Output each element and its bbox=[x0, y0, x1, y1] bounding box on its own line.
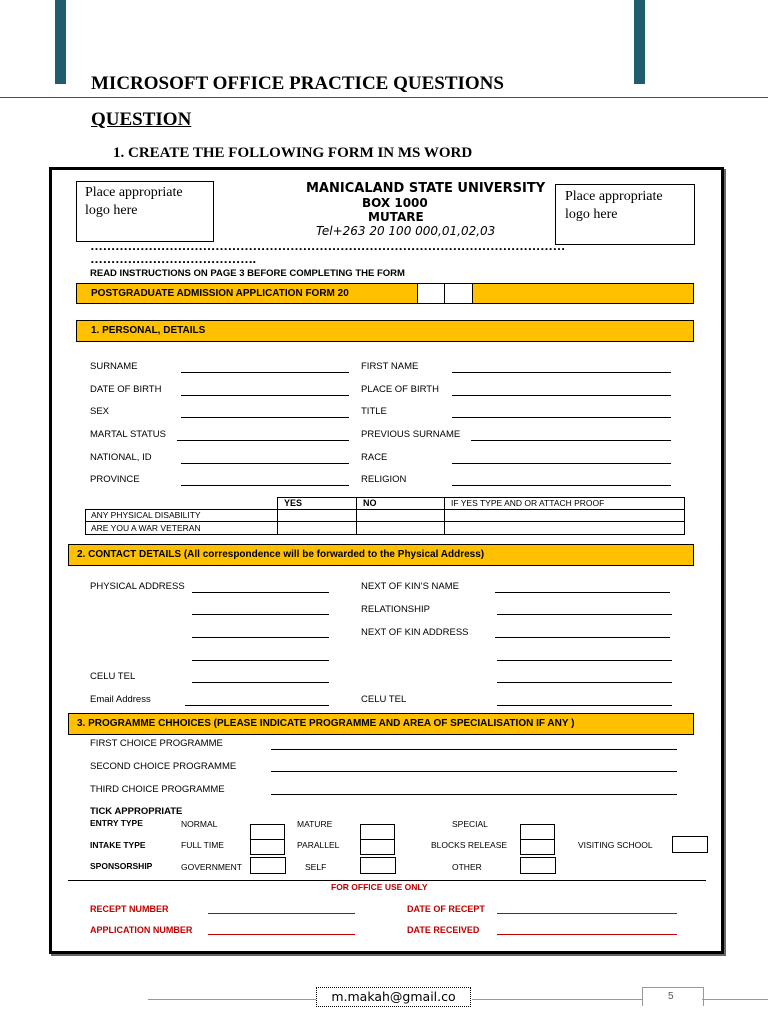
field-next-of-kin-name[interactable] bbox=[495, 592, 670, 593]
logo-placeholder-right bbox=[555, 184, 695, 245]
yn-veteran-yes[interactable] bbox=[277, 521, 357, 535]
label-special: SPECIAL bbox=[452, 819, 488, 829]
field-physical-address-2[interactable] bbox=[192, 614, 329, 615]
label-recept-number: RECEPT NUMBER bbox=[90, 904, 169, 914]
office-use-heading: FOR OFFICE USE ONLY bbox=[331, 882, 428, 892]
header-rule bbox=[0, 97, 768, 98]
section-programme-choices bbox=[68, 713, 694, 735]
yn-row-veteran bbox=[85, 521, 278, 535]
label-race: RACE bbox=[361, 452, 388, 463]
label-mature: MATURE bbox=[297, 819, 333, 829]
field-physical-address-1[interactable] bbox=[192, 592, 329, 593]
year-box-2[interactable] bbox=[444, 283, 473, 304]
label-first-choice: FIRST CHOICE PROGRAMME bbox=[90, 738, 223, 749]
footer-rule-left bbox=[148, 999, 316, 1000]
checkbox-other[interactable] bbox=[520, 857, 556, 874]
label-province: PROVINCE bbox=[90, 474, 140, 485]
office-use-divider bbox=[68, 880, 706, 881]
checkbox-government[interactable] bbox=[250, 857, 286, 874]
section3-title: 3. PROGRAMME CHHOICES (PLEASE INDICATE PROGRAMME AND AREA OF SPECIALISATION IF ANY ) bbox=[77, 718, 575, 729]
field-previous-surname[interactable] bbox=[471, 440, 671, 441]
label-application-number: APPLICATION NUMBER bbox=[90, 925, 193, 935]
university-name: MANICALAND STATE UNIVERSITY bbox=[306, 181, 546, 196]
label-relationship: RELATIONSHIP bbox=[361, 604, 430, 615]
label-national-id: NATIONAL, ID bbox=[90, 452, 152, 463]
checkbox-blocks-release[interactable] bbox=[520, 839, 555, 855]
checkbox-full-time[interactable] bbox=[250, 839, 285, 855]
field-celu-tel-right[interactable] bbox=[497, 705, 672, 706]
university-city: MUTARE bbox=[368, 210, 424, 224]
footer-rule-mid bbox=[472, 999, 642, 1000]
tick-appropriate: TICK APPROPRIATE bbox=[90, 806, 183, 817]
section1-title: 1. PERSONAL, DETAILS bbox=[91, 325, 206, 336]
field-first-name[interactable] bbox=[452, 372, 671, 373]
label-first-name: FIRST NAME bbox=[361, 361, 419, 372]
field-place-of-birth[interactable] bbox=[452, 395, 671, 396]
checkbox-self[interactable] bbox=[360, 857, 396, 874]
label-religion: RELIGION bbox=[361, 474, 407, 485]
label-date-of-birth: DATE OF BIRTH bbox=[90, 384, 162, 395]
question-heading: QUESTION bbox=[91, 109, 192, 130]
label-government: GOVERNMENT bbox=[181, 862, 242, 872]
checkbox-normal[interactable] bbox=[250, 824, 285, 840]
field-physical-address-3[interactable] bbox=[192, 637, 329, 638]
yn-header-proof-label: IF YES TYPE AND OR ATTACH PROOF bbox=[451, 498, 605, 508]
field-date-received[interactable] bbox=[497, 934, 677, 935]
label-email-address: Email Address bbox=[90, 694, 151, 705]
footer-rule-right bbox=[702, 999, 768, 1000]
label-visiting-school: VISITING SCHOOL bbox=[578, 840, 653, 850]
label-marital-status: MARTAL STATUS bbox=[90, 429, 167, 440]
logo-placeholder-left bbox=[76, 181, 214, 242]
footer-page-number: 5 bbox=[668, 991, 674, 1002]
field-next-of-kin-address-1[interactable] bbox=[495, 637, 670, 638]
yn-header-no-label: NO bbox=[363, 498, 377, 508]
university-box: BOX 1000 bbox=[362, 196, 428, 210]
label-next-of-kin-address: NEXT OF KIN ADDRESS bbox=[361, 627, 469, 638]
label-other: OTHER bbox=[452, 862, 482, 872]
label-parallel: PARALLEL bbox=[297, 840, 340, 850]
field-next-of-kin-address-3[interactable] bbox=[497, 682, 672, 683]
doc-title: MICROSOFT OFFICE PRACTICE QUESTIONS bbox=[91, 73, 504, 94]
field-race[interactable] bbox=[452, 463, 671, 464]
checkbox-visiting-school[interactable] bbox=[672, 836, 708, 853]
checkbox-parallel[interactable] bbox=[360, 839, 395, 855]
section-personal-details bbox=[76, 320, 694, 342]
field-sex[interactable] bbox=[181, 417, 349, 418]
label-previous-surname: PREVIOUS SURNAME bbox=[361, 429, 461, 440]
field-date-of-recept[interactable] bbox=[497, 913, 677, 914]
yn-header-yes-label: YES bbox=[284, 498, 303, 508]
label-second-choice: SECOND CHOICE PROGRAMME bbox=[90, 761, 237, 772]
section-contact-details bbox=[68, 544, 694, 566]
label-entry-type: ENTRY TYPE bbox=[90, 818, 143, 828]
logo-right-text: Place appropriate logo here bbox=[565, 189, 663, 222]
field-province[interactable] bbox=[181, 485, 349, 486]
header-bar-right bbox=[634, 0, 645, 84]
year-box-1[interactable] bbox=[417, 283, 445, 304]
field-second-choice[interactable] bbox=[271, 771, 677, 772]
field-title[interactable] bbox=[452, 417, 671, 418]
checkbox-special[interactable] bbox=[520, 824, 555, 840]
field-surname[interactable] bbox=[181, 372, 349, 373]
dotted-line-2: …………………………………. bbox=[90, 251, 256, 266]
read-instructions: READ INSTRUCTIONS ON PAGE 3 BEFORE COMPLETING THE FORM bbox=[90, 268, 405, 279]
label-date-of-recept: DATE OF RECEPT bbox=[407, 904, 485, 914]
field-email-address[interactable] bbox=[185, 705, 329, 706]
field-date-of-birth[interactable] bbox=[181, 395, 349, 396]
label-blocks-release: BLOCKS RELEASE bbox=[431, 840, 508, 850]
label-full-time: FULL TIME bbox=[181, 840, 224, 850]
field-next-of-kin-address-2[interactable] bbox=[497, 660, 672, 661]
field-application-number[interactable] bbox=[208, 934, 355, 935]
label-surname: SURNAME bbox=[90, 361, 138, 372]
field-relationship[interactable] bbox=[497, 614, 672, 615]
yn-veteran-proof[interactable] bbox=[444, 521, 685, 535]
section2-title: 2. CONTACT DETAILS (All correspondence will be forwarded to the Physical Address) bbox=[77, 549, 485, 560]
label-title: TITLE bbox=[361, 406, 387, 417]
footer-email: m.makah@gmail.co bbox=[316, 987, 471, 1007]
label-physical-address: PHYSICAL ADDRESS bbox=[90, 581, 185, 592]
label-celu-tel-right: CELU TEL bbox=[361, 694, 407, 705]
field-physical-address-4[interactable] bbox=[192, 660, 329, 661]
label-sex: SEX bbox=[90, 406, 110, 417]
app-form-title: POSTGRADUATE ADMISSION APPLICATION FORM 20 bbox=[91, 288, 349, 299]
dotted-line-1: …………………………………………………………………………………………………… bbox=[90, 238, 565, 253]
yn-row-veteran-label: ARE YOU A WAR VETERAN bbox=[91, 523, 201, 533]
label-third-choice: THIRD CHOICE PROGRAMME bbox=[90, 784, 225, 795]
label-normal: NORMAL bbox=[181, 819, 218, 829]
field-celu-tel-left[interactable] bbox=[192, 682, 329, 683]
university-tel: Tel+263 20 100 000,01,02,03 bbox=[316, 224, 496, 238]
instruction-text: 1. CREATE THE FOLLOWING FORM IN MS WORD bbox=[113, 145, 473, 161]
label-celu-tel-left: CELU TEL bbox=[90, 671, 136, 682]
yn-row-disability-label: ANY PHYSICAL DISABILITY bbox=[91, 510, 201, 520]
label-self: SELF bbox=[305, 862, 327, 872]
header-bar-left bbox=[55, 0, 66, 84]
label-intake-type: INTAKE TYPE bbox=[90, 840, 146, 850]
label-sponsorship: SPONSORSHIP bbox=[90, 861, 153, 871]
label-date-received: DATE RECEIVED bbox=[407, 925, 480, 935]
field-first-choice[interactable] bbox=[271, 749, 677, 750]
field-third-choice[interactable] bbox=[271, 794, 677, 795]
logo-left-text: Place appropriate logo here bbox=[85, 185, 183, 218]
label-next-of-kin-name: NEXT OF KIN’S NAME bbox=[361, 581, 460, 592]
yn-veteran-no[interactable] bbox=[356, 521, 445, 535]
label-place-of-birth: PLACE OF BIRTH bbox=[361, 384, 439, 395]
field-recept-number[interactable] bbox=[208, 913, 355, 914]
field-national-id[interactable] bbox=[181, 463, 349, 464]
field-religion[interactable] bbox=[452, 485, 671, 486]
checkbox-mature[interactable] bbox=[360, 824, 395, 840]
field-marital-status[interactable] bbox=[177, 440, 349, 441]
app-form-bar bbox=[76, 283, 694, 304]
